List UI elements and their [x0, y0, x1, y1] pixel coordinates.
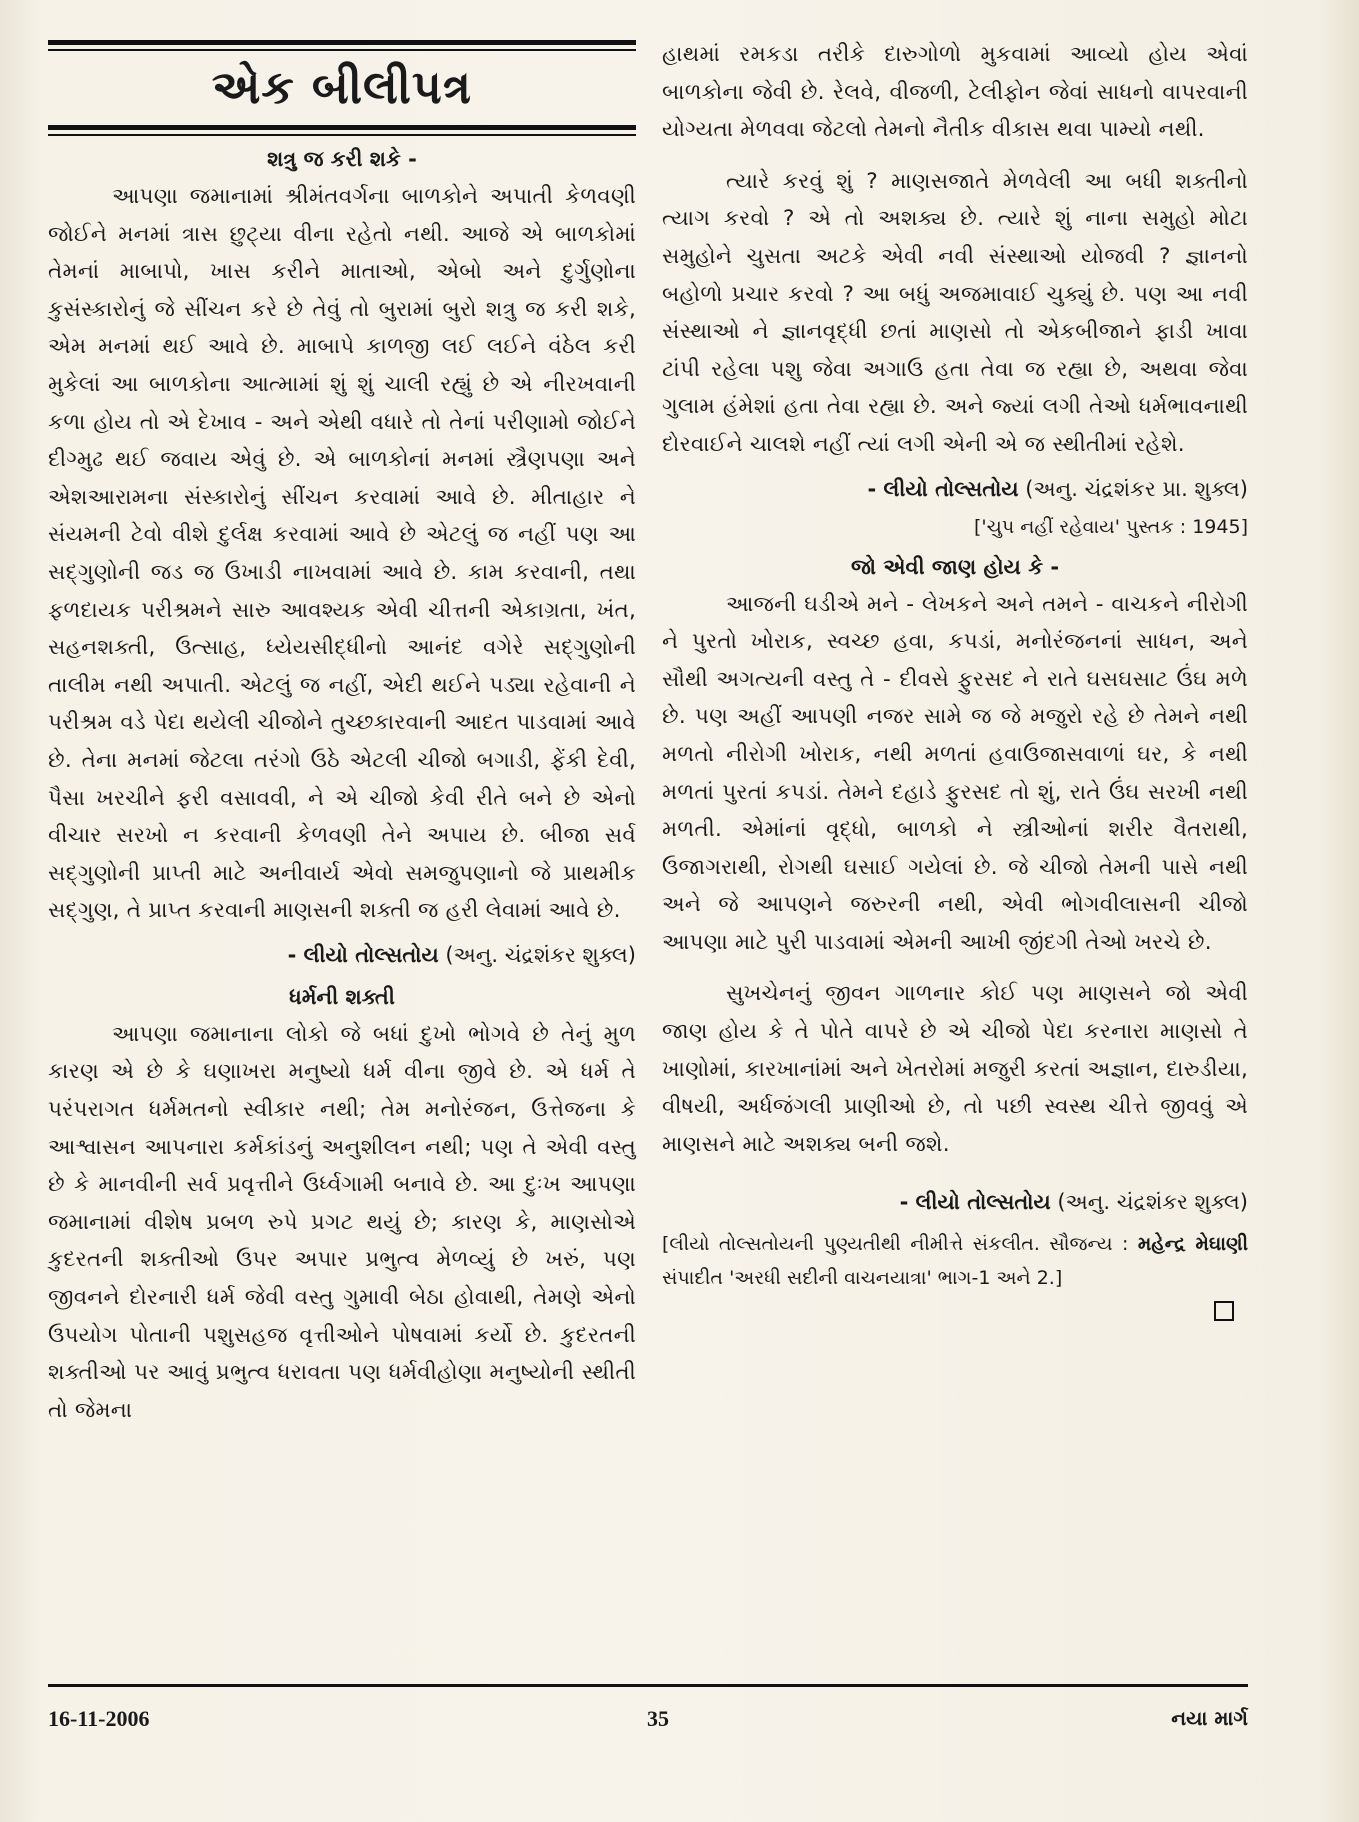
- author-name: - લીયો તોલ્સતોય: [899, 1190, 1051, 1215]
- banner-rule-bottom: [48, 125, 636, 130]
- credit-suffix: સંપાદીત 'અરધી સદીની વાચનયાત્રા' ભાગ-1 અને 2.]: [662, 1267, 1063, 1290]
- page-footer: [48, 1706, 1248, 1742]
- footer-rule: [48, 1684, 1248, 1687]
- author-name: - લીયો તોલ્સતોય: [867, 476, 1019, 501]
- translator-credit: (અનુ. ચંદ્રશંકર શુક્લ): [1057, 1190, 1248, 1215]
- publication-name: નયા માર્ગ: [1171, 1706, 1248, 1730]
- article-paragraph: આપણા જમાનાના લોકો જે બધાં દુખો ભોગવે છે તેનું મુળ કારણ એ છે કે ઘણાખરા મનુષ્યો ધર્મ વીના જીવે છે. એ ધર્મ તે પરંપરાગત ધર્મમતનો સ્વીકાર નથી; તેમ મનોરંજન, ઉત્તેજના કે આશ્વાસન આપનારા કર્મકાંડનું અનુશીલન નથી; પણ તે એવી વસ્તુ છે કે માનવીની સર્વ પ્રવૃત્તીને ઉર્ધ્વગામી બનાવે છે. આ દુઃખ આપણા જમાનામાં વીશેષ પ્રબળ રુપે પ્રગટ થયું છે; કારણ કે, માણસોએ કુદરતની શક્તીઓ ઉપર અપાર પ્રભુત્વ મેળવ્યું છે ખરું, પણ જીવનને દોરનારી ધર્મ જેવી વસ્તુ ગુમાવી બેઠા હોવાથી, તેમણે એનો ઉપયોગ પોતાની પશુસહજ વૃત્તીઓને પોષવામાં કર્યો છે. કુદરતની શક્તીઓ પર આવું પ્રભુત્વ ધરાવતા પણ ધર્મવીહોણા મનુષ્યોની સ્થીતી તો જેમના: [48, 1021, 636, 1423]
- article-paragraph: ત્યારે કરવું શું ? માણસજાતે મેળવેલી આ બધી શક્તીનો ત્યાગ કરવો ? એ તો અશક્ય છે. ત્યારે શું નાના સમુહો મોટા સમુહોને ચુસતા અટકે એવી નવી સંસ્થાઓ યોજવી ? જ્ઞાનનો બહોળો પ્રચાર કરવો ? આ બધું અજમાવાઈ ચુક્યું છે. પણ આ નવી સંસ્થાઓ ને જ્ઞાનવૃદ્ધી છતાં માણસો તો એકબીજાને ફાડી ખાવા ટાંપી રહેલા પશુ જેવા અગાઉ હતા તેવા જ રહ્યા છે, અથવા જેવા ગુલામ હંમેશાં હતા તેવા રહ્યા છે. અને જ્યાં લગી તેઓ ધર્મભાવનાથી દોરવાઈને ચાલશે નહીં ત્યાં લગી એની એ જ સ્થીતીમાં રહેશે.: [662, 168, 1248, 457]
- section-heading-religion: ધર્મની શક્તી: [289, 984, 395, 1009]
- translator-credit: (અનુ. ચંદ્રશંકર પ્રા. શુક્લ): [1025, 476, 1248, 501]
- section-heading-enemy: શત્રુ જ કરી શકે -: [267, 147, 417, 171]
- banner-rule-top-thin: [48, 49, 636, 51]
- banner-rule-top: [48, 40, 636, 45]
- credit-prefix: [લીયો તોલ્સતોયની પુણ્યતીથી નીમીત્તે સંકલીત. સૌજન્ય :: [662, 1233, 1129, 1256]
- page-number: 35: [647, 1706, 669, 1731]
- attribution: [48, 936, 636, 974]
- right-column: [662, 36, 1248, 1666]
- column-banner: [48, 40, 636, 136]
- issue-date: 16-11-2006: [48, 1706, 150, 1731]
- left-column: [48, 36, 636, 1666]
- attribution: [662, 1183, 1248, 1221]
- compilation-credit: [662, 1227, 1248, 1295]
- section-heading-if-known: જો એવી જાણ હોય કે -: [850, 554, 1060, 579]
- attribution: [662, 470, 1248, 508]
- banner-rule-bottom-thin: [48, 134, 636, 136]
- article-paragraph-continued: હાથમાં રમકડા તરીકે દારુગોળો મુકવામાં આવ્યો હોય એવાં બાળકોના જેવી છે. રેલવે, વીજળી, ટેલીફોન જેવાં સાધનો વાપરવાની યોગ્યતા મેળવવા જેટલો તેમનો નૈતીક વીકાસ થવા પામ્યો નથી.: [662, 42, 1248, 143]
- article-paragraph: સુખચેનનું જીવન ગાળનાર કોઈ પણ માણસને જો એવી જાણ હોય કે તે પોતે વાપરે છે એ ચીજો પેદા કરનારા માણસો તે ખાણોમાં, કારખાનાંમાં અને ખેતરોમાં મજુરી કરતાં અજ્ઞાન, દારુડીયા, વીષયી, અર્ધજંગલી પ્રાણીઓ છે, તો પછી સ્વસ્થ ચીત્તે જીવવું એ માણસને માટે અશક્ય બની જશે.: [662, 981, 1248, 1157]
- credit-editor-name: મહેન્દ્ર મેઘાણી: [1137, 1233, 1248, 1256]
- end-square-icon: [1214, 1301, 1234, 1321]
- author-name: - લીયો તોલ્સતોય: [287, 942, 439, 967]
- source-note: ['ચુપ નહીં રહેવાય' પુસ્તક : 1945]: [974, 515, 1248, 538]
- article-paragraph: આજની ઘડીએ મને - લેખકને અને તમને - વાચકને નીરોગી ને પુરતો ખોરાક, સ્વચ્છ હવા, કપડાં, મનોરંજનનાં સાધન, અને સૌથી અગત્યની વસ્તુ તે - દીવસે ફુરસદ ને રાતે ઘસઘસાટ ઉંઘ મળે છે. પણ અહીં આપણી નજર સામે જ જે મજુરો રહે છે તેમને નથી મળતો નીરોગી ખોરાક, નથી મળતાં હવાઉજાસવાળાં ઘર, કે નથી મળતાં પુરતાં કપડાં. તેમને દહાડે ફુરસદ તો શું, રાતે ઉંઘ સરખી નથી મળતી. એમાંનાં વૃદ્ધો, બાળકો ને સ્ત્રીઓનાં શરીર વૈતરાથી, ઉજાગરાથી, રોગથી ઘસાઈ ગયેલાં છે. જે ચીજો તેમની પાસે નથી અને જે આપણને જરુરની નથી, એવી ભોગવીલાસની ચીજો આપણા માટે પુરી પાડવામાં એમની આખી જીંદગી તેઓ ખરચે છે.: [662, 591, 1248, 955]
- translator-credit: (અનુ. ચંદ્રશંકર શુક્લ): [445, 942, 636, 967]
- end-mark: [662, 1301, 1248, 1327]
- article-paragraph: આપણા જમાનામાં શ્રીમંતવર્ગના બાળકોને અપાતી કેળવણી જોઈને મનમાં ત્રાસ છુટ્યા વીના રહેતો નથી. આજે એ બાળકોમાં તેમનાં માબાપો, ખાસ કરીને માતાઓ, એબો અને દુર્ગુણોના કુસંસ્કારોનું જે સીંચન કરે છે તેવું તો બુરામાં બુરો શત્રુ જ કરી શકે, એમ મનમાં થઈ આવે છે. માબાપે કાળજી લઈ લઈને વંઠેલ કરી મુકેલાં આ બાળકોના આત્મામાં શું શું ચાલી રહ્યું છે એ નીરખવાની કળા હોય તો એ દેખાવ - અને એથી વધારે તો તેનાં પરીણામો જોઈને દીગ્મુઢ થઈ જવાય એવું છે. એ બાળકોનાં મનમાં સ્ત્રૈણપણા અને એશઆરામના સંસ્કારોનું સીંચન કરવામાં આવે છે. મીતાહાર ને સંયમની ટેવો વીશે દુર્લક્ષ કરવામાં આવે છે એટલું જ નહીં પણ આ સદ્ગુણોની જડ જ ઉખાડી નાખવામાં આવે છે. કામ કરવાની, તથા ફળદાયક પરીશ્રમને સારુ આવશ્યક એવી ચીત્તની એકાગ્રતા, ખંત, સહનશક્તી, ઉત્સાહ, ધ્યેયસીદ્ધીનો આનંદ વગેરે સદ્ગુણોની તાલીમ નથી અપાતી. એટલું જ નહીં, એદી થઈને પડ્યા રહેવાની ને પરીશ્રમ વડે પેદા થયેલી ચીજોને તુચ્છકારવાની આદત પાડવામાં આવે છે. તેના મનમાં જેટલા તરંગો ઉઠે એટલી ચીજો બગાડી, ફેંકી દેવી, પૈસા ખરચીને ફરી વસાવવી, ને એ ચીજો કેવી રીતે બને છે એનો વીચાર સરખો ન કરવાની કેળવણી તેને અપાય છે. બીજા સર્વ સદ્ગુણોની પ્રાપ્તી માટે અનીવાર્ય એવો સમજુપણાનો જે પ્રાથમીક સદ્ગુણ, તે પ્રાપ્ત કરવાની માણસની શક્તી જ હરી લેવામાં આવે છે.: [48, 184, 636, 924]
- column-title: એક બીલીપત્ર: [211, 60, 473, 114]
